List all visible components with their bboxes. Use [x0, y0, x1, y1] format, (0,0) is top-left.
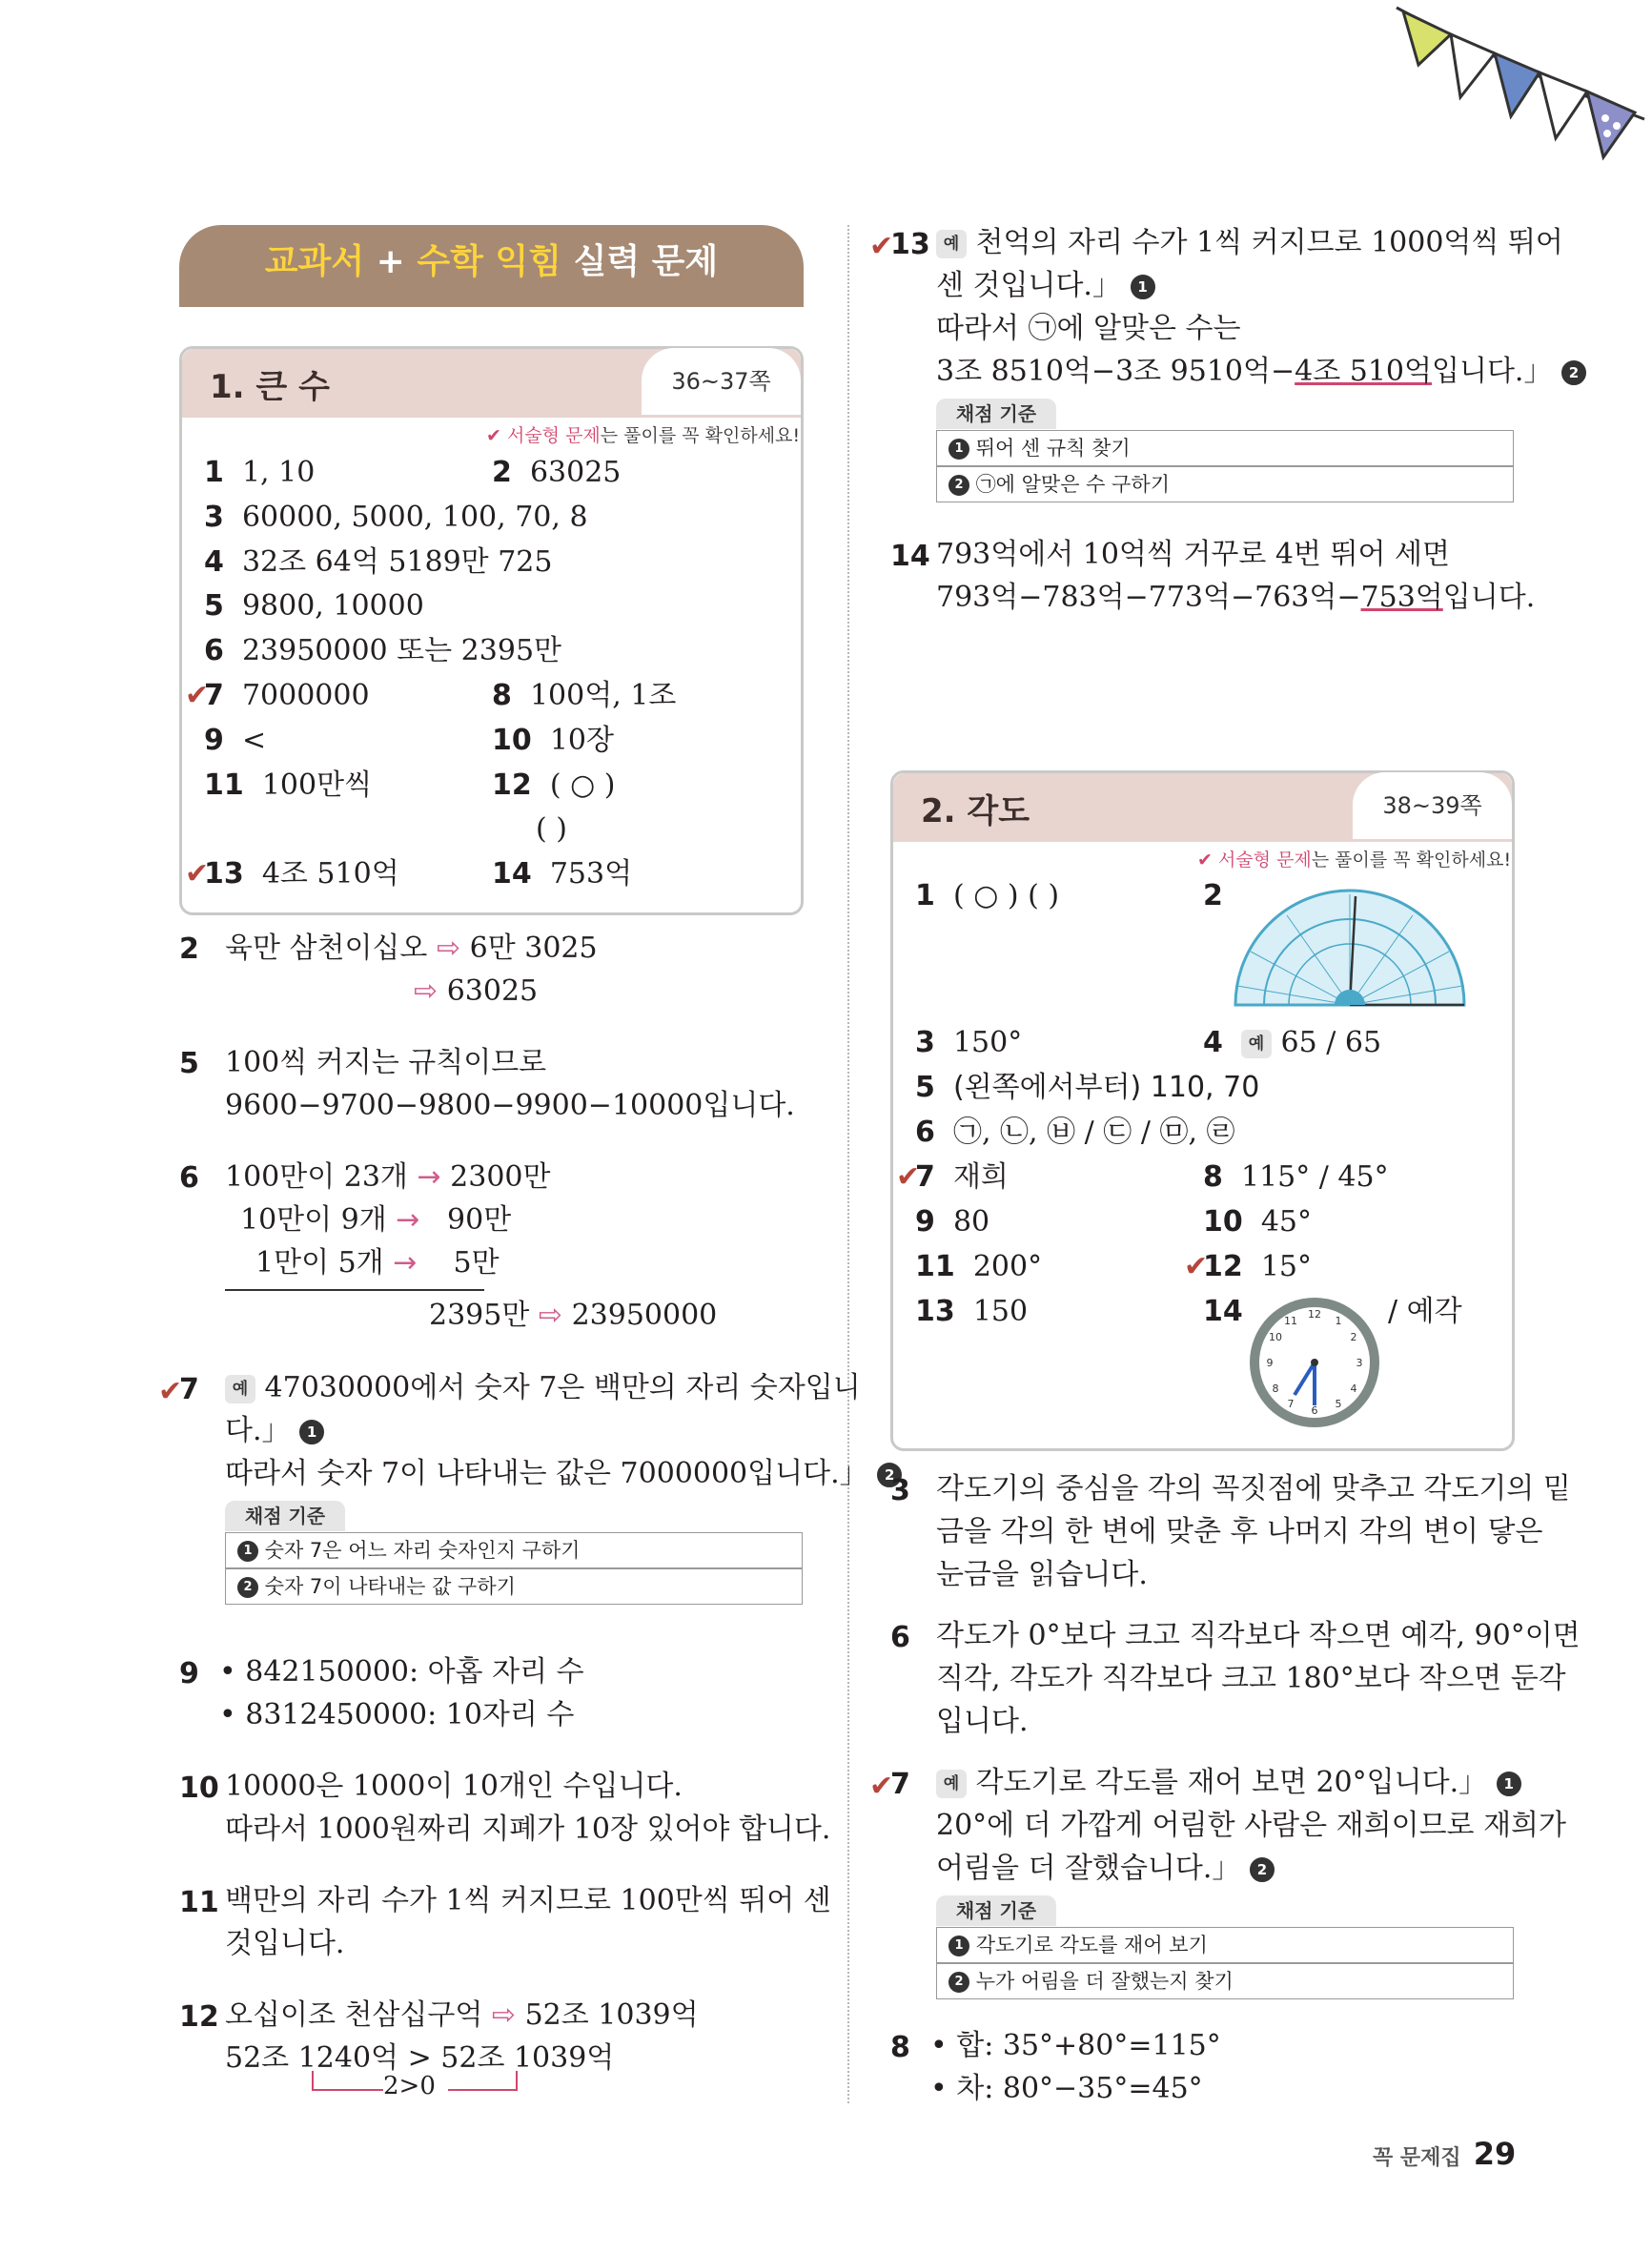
- q13-criteria-tag: 채점 기준: [936, 399, 1056, 429]
- q14-line2: 793억−783억−773억−763억−753억입니다.: [936, 581, 1536, 614]
- svg-text:9: 9: [1266, 1357, 1274, 1369]
- check-mark: ✔: [158, 1375, 183, 1408]
- q6-sum-line: [225, 1289, 484, 1291]
- svg-text:12: 12: [1308, 1308, 1321, 1321]
- s1-answer-8: 8 100억, 1조: [492, 679, 677, 712]
- s2-answer-8: 8 115° / 45°: [1203, 1160, 1389, 1194]
- q11-line1: 백만의 자리 수가 1씩 커지므로 100만씩 뛰어 센: [225, 1884, 831, 1917]
- q2-number: 2: [179, 932, 199, 966]
- s1-answer-2: 2 63025: [492, 456, 622, 489]
- q14-line1: 793억에서 10억씩 거꾸로 4번 뛰어 세면: [936, 538, 1450, 571]
- s1-answer-10: 10 10장: [492, 724, 614, 757]
- q14-number: 14: [890, 540, 930, 573]
- s2-answer-2: 2: [1203, 879, 1223, 912]
- r-q3-line1: 각도기의 중심을 각의 꼭짓점에 맞추고 각도기의 밑: [936, 1472, 1571, 1505]
- hint-text: ✔ 서술형 문제는 풀이를 꼭 확인하세요!: [486, 425, 801, 446]
- r-q3-line3: 눈금을 읽습니다.: [936, 1558, 1148, 1591]
- r-q7-line3: 어림을 더 잘했습니다.」 2: [936, 1848, 1275, 1890]
- q7-criteria-tag: 채점 기준: [225, 1501, 345, 1531]
- q12-note: 2>0: [383, 2072, 436, 2100]
- r-q7-line2: 20°에 더 가깝게 어림한 사람은 재희이므로 재희가: [936, 1809, 1567, 1842]
- q11-number: 11: [179, 1886, 219, 1919]
- s1-answer-11: 11 100만씩: [204, 768, 373, 802]
- q7-line3: 따라서 숫자 7이 나타내는 값은 7000000입니다.」 2: [225, 1453, 902, 1495]
- q2-line1: 육만 삼천이십오 ⇨ 6만 3025: [225, 932, 598, 965]
- svg-text:3: 3: [1356, 1357, 1363, 1369]
- protractor-image: [1232, 887, 1468, 1011]
- q9-line2: • 8312450000: 10자리 수: [219, 1698, 575, 1731]
- answer-box-section2: [890, 770, 1515, 1451]
- s2-answer-12: 12 15°: [1203, 1250, 1313, 1283]
- r-q3-line2: 금을 각의 한 변에 맞춘 후 나머지 각의 변이 닿은: [936, 1515, 1543, 1548]
- check-mark: ✔: [185, 679, 210, 712]
- s1-answer-7: 7 7000000: [204, 679, 370, 712]
- q11-line2: 것입니다.: [225, 1927, 345, 1960]
- r-q6-line2: 직각, 각도가 직각보다 크고 180°보다 작으면 둔각: [936, 1662, 1566, 1695]
- q6-result: 2395만 ⇨ 23950000: [429, 1299, 718, 1332]
- q6-row2: 10만이 9개 → 90만: [240, 1203, 512, 1237]
- r-q7-line1: 예 각도기로 각도를 재어 보면 20°입니다.」 1: [936, 1762, 1521, 1804]
- q13-line1: 예 천억의 자리 수가 1씩 커지므로 1000억씩 뛰어: [936, 222, 1563, 264]
- q5-number: 5: [179, 1047, 199, 1080]
- s1-answer-13: 13 4조 510억: [204, 857, 399, 891]
- svg-text:1: 1: [1335, 1315, 1342, 1327]
- s1-answer-5: 5 9800, 10000: [204, 589, 424, 623]
- s1-answer-9: 9 <: [204, 724, 267, 757]
- q2-line2: ⇨ 63025: [414, 974, 539, 1008]
- s2-answer-9: 9 80: [915, 1205, 990, 1239]
- q5-line1: 100씩 커지는 규칙이므로: [225, 1046, 547, 1079]
- section2-title: 2. 각도: [921, 792, 1030, 830]
- check-mark: ✔: [869, 230, 894, 263]
- s2-answer-13: 13 150: [915, 1295, 1029, 1328]
- q10-line1: 10000은 1000이 10개인 수입니다.: [225, 1770, 683, 1803]
- q7-line2: 다.」 1: [225, 1410, 324, 1452]
- r-q3-number: 3: [890, 1474, 910, 1507]
- s1-answer-14: 14 753억: [492, 857, 633, 891]
- svg-text:10: 10: [1269, 1331, 1282, 1343]
- q6-row3: 1만이 5개 → 5만: [255, 1246, 500, 1280]
- svg-text:2: 2: [1350, 1331, 1357, 1343]
- svg-text:6: 6: [1311, 1404, 1318, 1417]
- r-q8-line2: • 차: 80°−35°=45°: [930, 2072, 1203, 2105]
- column-divider: [847, 225, 849, 2103]
- s2-answer-1: 1 ( ○ ) ( ): [915, 879, 1060, 912]
- q13-line2: 센 것입니다.」 1: [936, 265, 1155, 307]
- s1-answer-4: 4 32조 64억 5189만 725: [204, 545, 553, 579]
- s2-answer-4: 4 예 65 / 65: [1203, 1026, 1382, 1059]
- q10-line2: 따라서 1000원짜리 지폐가 10장 있어야 합니다.: [225, 1813, 831, 1846]
- bunting-decoration: [1392, 0, 1652, 167]
- page-number: 29: [1473, 2136, 1517, 2172]
- q6-number: 6: [179, 1161, 199, 1195]
- q7-line1: 예 47030000에서 숫자 7은 백만의 자리 숫자입니: [225, 1367, 861, 1409]
- q5-line2: 9600−9700−9800−9900−10000입니다.: [225, 1089, 795, 1122]
- q13-criteria-2: 2 ㉠에 알맞은 수 구하기: [936, 466, 1514, 502]
- s1-answer-1: 1 1, 10: [204, 456, 316, 489]
- q12-line2: 52조 1240억 > 52조 1039억: [225, 2041, 615, 2075]
- clock-image: [1247, 1295, 1382, 1430]
- s2-answer-6: 6 ㉠, ㉡, ㉥ / ㉢ / ㉤, ㉣: [915, 1116, 1235, 1149]
- r-q7-criteria-1: 1 각도기로 각도를 재어 보기: [936, 1927, 1514, 1963]
- section1-pages: 36~37쪽: [642, 348, 801, 415]
- q13-line4: 3조 8510억−3조 9510억−4조 510억입니다.」 2: [936, 351, 1586, 393]
- footer: [1373, 2136, 1516, 2172]
- r-q8-number: 8: [890, 2031, 910, 2064]
- q10-number: 10: [179, 1772, 219, 1805]
- s1-answer-3: 3 60000, 5000, 100, 70, 8: [204, 501, 588, 534]
- check-mark: ✔: [869, 1770, 894, 1803]
- footer-label: 꼭 문제집: [1373, 2146, 1461, 2170]
- s2-answer-14: / 예각: [1388, 1295, 1462, 1328]
- q7-number: 7: [179, 1373, 199, 1406]
- r-q6-line1: 각도가 0°보다 크고 직각보다 작으면 예각, 90°이면: [936, 1619, 1581, 1652]
- s2-answer-3: 3 150°: [915, 1026, 1023, 1059]
- svg-text:11: 11: [1284, 1315, 1297, 1327]
- r-q6-number: 6: [890, 1621, 910, 1654]
- section1-title: 1. 큰 수: [210, 368, 330, 406]
- check-mark: ✔: [1184, 1250, 1209, 1283]
- section2-pages: 38~39쪽: [1353, 772, 1512, 839]
- s1-answer-6: 6 23950000 또는 2395만: [204, 634, 562, 667]
- check-mark: ✔: [896, 1160, 921, 1194]
- q9-line1: • 842150000: 아홉 자리 수: [219, 1655, 584, 1689]
- r-q6-line3: 입니다.: [936, 1705, 1029, 1738]
- r-q7-number: 7: [890, 1768, 910, 1801]
- svg-text:4: 4: [1350, 1383, 1357, 1395]
- banner-title: 교과서 + 수학 익힘 실력 문제: [264, 242, 719, 281]
- r-q7-criteria-2: 2 누가 어림을 더 잘했는지 찾기: [936, 1963, 1514, 1999]
- q7-criteria-2: 2 숫자 7이 나타내는 값 구하기: [225, 1568, 803, 1605]
- s1-answer-12a: 12 ( ○ ): [492, 768, 616, 802]
- s2-answer-14-num: 14: [1203, 1295, 1243, 1328]
- s2-answer-10: 10 45°: [1203, 1205, 1313, 1239]
- q6-row1: 100만이 23개 → 2300만: [225, 1160, 551, 1194]
- svg-text:5: 5: [1335, 1398, 1342, 1410]
- q13-line3: 따라서 ㉠에 알맞은 수는: [936, 312, 1241, 345]
- q12-number: 12: [179, 2000, 219, 2034]
- check-mark: ✔: [185, 857, 210, 891]
- q13-number: 13: [890, 228, 930, 261]
- q9-number: 9: [179, 1657, 199, 1690]
- s2-answer-11: 11 200°: [915, 1250, 1043, 1283]
- q12-line1: 오십이조 천삼십구억 ⇨ 52조 1039억: [225, 1998, 699, 2032]
- r-q8-line1: • 합: 35°+80°=115°: [930, 2029, 1221, 2062]
- q13-criteria-1: 1 뛰어 센 규칙 찾기: [936, 430, 1514, 466]
- s2-answer-5: 5 (왼쪽에서부터) 110, 70: [915, 1071, 1260, 1104]
- s1-answer-12b: ( ): [536, 812, 567, 846]
- r-q7-criteria-tag: 채점 기준: [936, 1895, 1056, 1926]
- q7-criteria-1: 1 숫자 7은 어느 자리 숫자인지 구하기: [225, 1532, 803, 1568]
- hint-text: ✔ 서술형 문제는 풀이를 꼭 확인하세요!: [1197, 850, 1512, 870]
- s2-answer-7: 7 재희: [915, 1160, 1009, 1194]
- svg-text:7: 7: [1287, 1398, 1295, 1410]
- svg-text:8: 8: [1272, 1383, 1279, 1395]
